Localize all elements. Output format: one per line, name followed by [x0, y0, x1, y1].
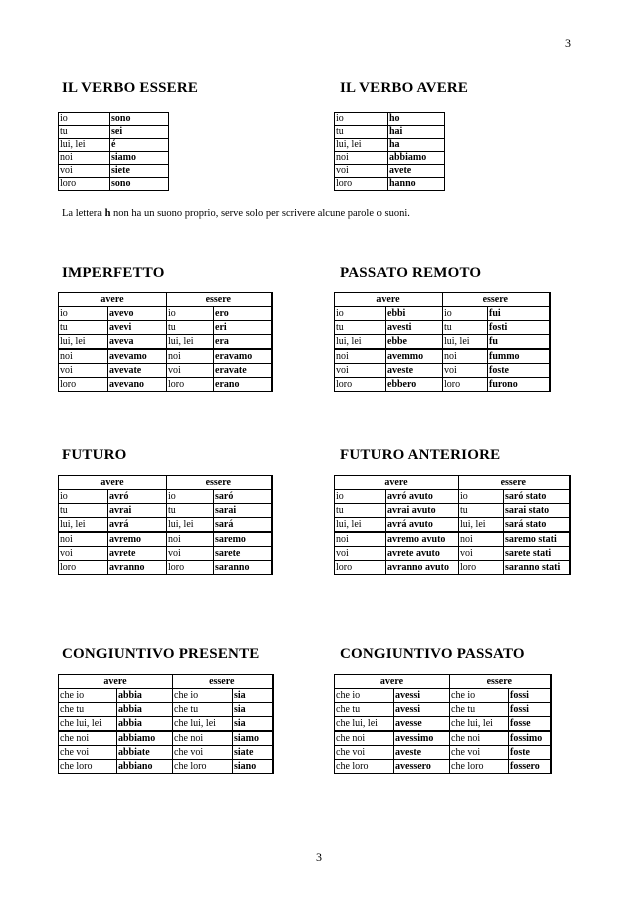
table-cell: che lui, lei [59, 717, 117, 732]
table-row [59, 178, 169, 191]
table-row [59, 518, 272, 533]
table-cell: avrete avuto [386, 547, 459, 561]
table-cell: foste [488, 364, 550, 378]
table-row [59, 126, 169, 139]
table-cell: che voi [335, 746, 394, 760]
table-cell: saremo stati [504, 532, 570, 547]
table-cell: fui [488, 307, 550, 321]
table-cell: lui, lei [335, 518, 386, 533]
table-cell: ebbero [386, 378, 443, 392]
table-cell: che loro [173, 760, 233, 774]
table-cell: noi [59, 349, 108, 364]
table-cell: lui, lei [59, 139, 110, 152]
table-cell: che loro [450, 760, 509, 774]
table-row [335, 364, 550, 378]
table-cell: abbiate [117, 746, 173, 760]
table-row [59, 364, 272, 378]
table-row [59, 378, 272, 392]
table-cell: sei [110, 126, 169, 139]
section-title-passato-remoto: PASSATO REMOTO [340, 265, 482, 281]
table-cell: avevi [108, 321, 167, 335]
table-cell: eravate [214, 364, 272, 378]
table-body [59, 113, 169, 191]
table-cell: siete [110, 165, 169, 178]
table-cell: essere [173, 675, 273, 689]
table-cell: fummo [488, 349, 550, 364]
table-congiuntivo-passato [334, 674, 552, 774]
table-cell: fossero [509, 760, 551, 774]
table-row [335, 126, 445, 139]
table-cell: io [167, 307, 214, 321]
table-cell: aveva [108, 335, 167, 350]
table-cell: loro [59, 378, 108, 392]
table-cell: essere [167, 293, 272, 307]
table-cell: furono [488, 378, 550, 392]
note-text-bold: h [104, 208, 111, 219]
table-cell: io [59, 307, 108, 321]
table-cell: abbia [117, 689, 173, 703]
table-row [335, 335, 550, 350]
table-row [59, 746, 273, 760]
table-body [335, 675, 551, 774]
table-cell: siano [233, 760, 273, 774]
table-cell: voi [167, 547, 214, 561]
section-title-futuro-anteriore: FUTURO ANTERIORE [340, 447, 501, 463]
table-row [335, 378, 550, 392]
table-cell: avere [335, 293, 443, 307]
table-cell: io [459, 490, 504, 504]
table-cell: fossimo [509, 731, 551, 746]
table-cell: foste [509, 746, 551, 760]
table-cell: loro [335, 378, 386, 392]
table-cell: eri [214, 321, 272, 335]
table-cell: sia [233, 717, 273, 732]
table-cell: voi [59, 364, 108, 378]
table-cell: io [335, 307, 386, 321]
table-cell: tu [443, 321, 488, 335]
table-cell: loro [335, 561, 386, 575]
table-cell: era [214, 335, 272, 350]
table-row [59, 703, 273, 717]
table-cell: voi [335, 165, 388, 178]
table-cell: voi [459, 547, 504, 561]
table-cell: abbiamo [117, 731, 173, 746]
table-row [335, 307, 550, 321]
table-row [335, 703, 551, 717]
table-cell: che noi [59, 731, 117, 746]
table-cell: noi [335, 152, 388, 165]
table-cell: eravamo [214, 349, 272, 364]
table-row [335, 152, 445, 165]
table-cell: che lui, lei [335, 717, 394, 732]
table-row [335, 547, 570, 561]
table-row [335, 321, 550, 335]
table-row [59, 321, 272, 335]
table-cell: avere [335, 675, 450, 689]
table-row [335, 518, 570, 533]
table-cell: siamo [110, 152, 169, 165]
table-cell: lui, lei [59, 335, 108, 350]
table-cell: avevano [108, 378, 167, 392]
table-cell: che voi [450, 746, 509, 760]
table-cell: avevamo [108, 349, 167, 364]
table-header-row [335, 293, 550, 307]
table-cell: lui, lei [335, 139, 388, 152]
table-cell: io [443, 307, 488, 321]
table-cell: voi [59, 547, 108, 561]
table-cell: voi [443, 364, 488, 378]
table-cell: tu [335, 126, 388, 139]
table-cell: avete [388, 165, 445, 178]
section-title-congiuntivo-passato: CONGIUNTIVO PASSATO [340, 646, 525, 662]
table-row [335, 561, 570, 575]
table-cell: loro [459, 561, 504, 575]
table-cell: lui, lei [459, 518, 504, 533]
section-title-avere: IL VERBO AVERE [340, 80, 469, 96]
table-cell: tu [335, 504, 386, 518]
table-row [335, 731, 551, 746]
table-cell: lui, lei [443, 335, 488, 350]
table-cell: io [59, 113, 110, 126]
table-cell: avemmo [386, 349, 443, 364]
section-title-congiuntivo-presente: CONGIUNTIVO PRESENTE [62, 646, 260, 662]
table-cell: tu [167, 321, 214, 335]
table-row [59, 139, 169, 152]
table-cell: noi [59, 152, 110, 165]
table-cell: noi [459, 532, 504, 547]
table-cell: abbiano [117, 760, 173, 774]
table-cell: fossi [509, 689, 551, 703]
table-row [59, 490, 272, 504]
table-cell: io [335, 490, 386, 504]
table-row [59, 689, 273, 703]
note-text-post: non ha un suono proprio, serve solo per scrivere alcune parole o suoni. [110, 208, 410, 219]
table-cell: che lui, lei [450, 717, 509, 732]
table-row [59, 335, 272, 350]
table-cell: fosse [509, 717, 551, 732]
table-body [335, 476, 570, 575]
table-cell: loro [167, 561, 214, 575]
table-header-row [335, 476, 570, 490]
table-row [59, 504, 272, 518]
table-row [59, 165, 169, 178]
table-cell: avere [59, 675, 173, 689]
table-imperfetto [58, 292, 273, 392]
table-cell: erano [214, 378, 272, 392]
table-cell: essere [443, 293, 550, 307]
table-cell: che voi [173, 746, 233, 760]
table-cell: avró avuto [386, 490, 459, 504]
table-row [335, 746, 551, 760]
table-cell: che noi [173, 731, 233, 746]
table-body [59, 675, 273, 774]
table-cell: noi [335, 532, 386, 547]
table-futuro [58, 475, 273, 575]
table-cell: avrá avuto [386, 518, 459, 533]
table-row [59, 532, 272, 547]
table-cell: avevate [108, 364, 167, 378]
table-cell: che noi [450, 731, 509, 746]
table-cell: é [110, 139, 169, 152]
table-cell: tu [59, 126, 110, 139]
page-number-bottom: 3 [316, 850, 322, 864]
table-header-row [335, 675, 551, 689]
table-cell: avevo [108, 307, 167, 321]
table-row [59, 113, 169, 126]
table-cell: avremo [108, 532, 167, 547]
table-cell: saranno [214, 561, 272, 575]
table-cell: noi [59, 532, 108, 547]
table-row [335, 689, 551, 703]
table-cell: noi [335, 349, 386, 364]
table-row [335, 717, 551, 732]
table-cell: che tu [59, 703, 117, 717]
table-cell: loro [59, 178, 110, 191]
table-header-row [59, 476, 272, 490]
table-cell: siate [233, 746, 273, 760]
table-cell: sará stato [504, 518, 570, 533]
table-cell: che noi [335, 731, 394, 746]
section-title-futuro: FUTURO [62, 447, 127, 463]
table-cell: sarete stati [504, 547, 570, 561]
table-cell: io [59, 490, 108, 504]
table-cell: io [335, 113, 388, 126]
table-cell: voi [167, 364, 214, 378]
table-cell: avrete [108, 547, 167, 561]
table-cell: abbia [117, 703, 173, 717]
table-cell: ero [214, 307, 272, 321]
table-cell: tu [459, 504, 504, 518]
table-row [335, 532, 570, 547]
table-cell: essere [459, 476, 570, 490]
table-passato-remoto [334, 292, 551, 392]
table-row [335, 165, 445, 178]
table-cell: voi [335, 364, 386, 378]
table-cell: che io [450, 689, 509, 703]
table-cell: sarai [214, 504, 272, 518]
table-cell: avessi [394, 689, 450, 703]
table-cell: hai [388, 126, 445, 139]
table-cell: saremo [214, 532, 272, 547]
table-cell: avere [59, 293, 167, 307]
table-row [335, 760, 551, 774]
table-row [59, 760, 273, 774]
table-cell: lui, lei [167, 518, 214, 533]
table-cell: fossi [509, 703, 551, 717]
note-letter-h [62, 208, 410, 219]
table-cell: abbiamo [388, 152, 445, 165]
table-cell: avessero [394, 760, 450, 774]
table-row [59, 547, 272, 561]
table-cell: avró [108, 490, 167, 504]
table-row [335, 504, 570, 518]
section-title-imperfetto: IMPERFETTO [62, 265, 165, 281]
table-cell: che io [59, 689, 117, 703]
table-cell: noi [443, 349, 488, 364]
table-cell: ebbe [386, 335, 443, 350]
table-cell: io [167, 490, 214, 504]
page-number-top: 3 [565, 36, 571, 50]
table-avere [334, 112, 445, 191]
table-row [335, 113, 445, 126]
table-body [59, 476, 272, 575]
table-cell: lui, lei [59, 518, 108, 533]
table-cell: lui, lei [167, 335, 214, 350]
table-cell: che tu [450, 703, 509, 717]
table-cell: voi [335, 547, 386, 561]
table-cell: avrai [108, 504, 167, 518]
table-row [59, 731, 273, 746]
table-cell: che io [173, 689, 233, 703]
table-cell: saró [214, 490, 272, 504]
table-row [59, 307, 272, 321]
table-cell: fosti [488, 321, 550, 335]
table-cell: avere [335, 476, 459, 490]
table-header-row [59, 293, 272, 307]
table-cell: sono [110, 113, 169, 126]
table-cell: tu [167, 504, 214, 518]
table-essere [58, 112, 169, 191]
table-cell: sará [214, 518, 272, 533]
table-cell: che tu [173, 703, 233, 717]
table-cell: lui, lei [335, 335, 386, 350]
table-cell: abbia [117, 717, 173, 732]
table-cell: avere [59, 476, 167, 490]
table-cell: loro [335, 178, 388, 191]
table-cell: aveste [394, 746, 450, 760]
table-row [59, 152, 169, 165]
table-cell: siamo [233, 731, 273, 746]
table-cell: che voi [59, 746, 117, 760]
table-cell: avranno avuto [386, 561, 459, 575]
table-cell: essere [450, 675, 551, 689]
table-cell: sia [233, 689, 273, 703]
table-body [59, 293, 272, 392]
table-cell: che loro [59, 760, 117, 774]
table-cell: loro [59, 561, 108, 575]
table-cell: tu [59, 321, 108, 335]
section-title-essere: IL VERBO ESSERE [62, 80, 199, 96]
table-cell: loro [443, 378, 488, 392]
table-cell: avranno [108, 561, 167, 575]
table-row [335, 349, 550, 364]
table-congiuntivo-presente [58, 674, 274, 774]
table-cell: avrá [108, 518, 167, 533]
note-text-pre: La lettera [62, 208, 105, 219]
table-cell: aveste [386, 364, 443, 378]
table-row [335, 490, 570, 504]
table-cell: che io [335, 689, 394, 703]
table-cell: avesse [394, 717, 450, 732]
table-cell: noi [167, 532, 214, 547]
table-cell: avessimo [394, 731, 450, 746]
table-cell: loro [167, 378, 214, 392]
table-cell: essere [167, 476, 272, 490]
table-cell: sarete [214, 547, 272, 561]
table-cell: che lui, lei [173, 717, 233, 732]
table-futuro-anteriore [334, 475, 571, 575]
table-cell: saró stato [504, 490, 570, 504]
table-row [59, 561, 272, 575]
table-cell: avremo avuto [386, 532, 459, 547]
table-body [335, 113, 445, 191]
table-cell: avrai avuto [386, 504, 459, 518]
table-cell: che loro [335, 760, 394, 774]
table-cell: sia [233, 703, 273, 717]
table-row [59, 349, 272, 364]
table-cell: saranno stati [504, 561, 570, 575]
table-cell: sono [110, 178, 169, 191]
table-cell: hanno [388, 178, 445, 191]
table-cell: tu [59, 504, 108, 518]
table-body [335, 293, 550, 392]
table-row [59, 717, 273, 732]
table-cell: ebbi [386, 307, 443, 321]
table-cell: avesti [386, 321, 443, 335]
table-cell: voi [59, 165, 110, 178]
table-row [335, 139, 445, 152]
table-cell: ho [388, 113, 445, 126]
table-cell: noi [167, 349, 214, 364]
table-cell: fu [488, 335, 550, 350]
table-cell: che tu [335, 703, 394, 717]
table-header-row [59, 675, 273, 689]
table-cell: avessi [394, 703, 450, 717]
table-cell: tu [335, 321, 386, 335]
table-row [335, 178, 445, 191]
table-cell: ha [388, 139, 445, 152]
table-cell: sarai stato [504, 504, 570, 518]
